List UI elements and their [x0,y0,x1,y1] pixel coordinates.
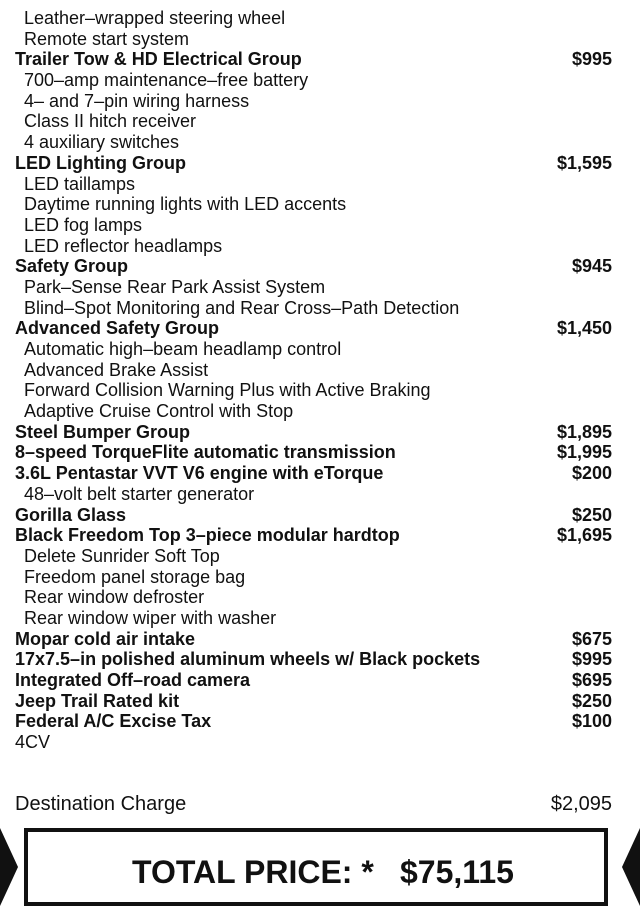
total-price-label: TOTAL PRICE: * [132,854,374,890]
option-name: 4CV [15,732,51,753]
option-name: Adaptive Cruise Control with Stop [24,401,294,422]
arrow-right-icon [0,828,18,906]
option-detail-row [0,8,640,29]
option-name: Leather–wrapped steering wheel [24,8,286,28]
option-detail-row [0,360,640,381]
option-detail-row [0,546,640,567]
total-price-box [24,828,608,906]
option-price: $1,695 [556,525,612,546]
option-group-row [0,318,640,339]
option-name: Remote start system [24,28,190,49]
option-name: 3.6L Pentastar VVT V6 engine with eTorque [15,463,384,484]
option-detail-row [0,111,640,132]
option-detail-row [0,70,640,91]
option-group-row [0,505,640,526]
option-price: $1,450 [556,318,612,339]
option-name: Federal A/C Excise Tax [15,711,212,732]
option-group-row [0,629,640,650]
option-price: $675 [571,628,612,649]
option-group-row [0,49,640,70]
option-price: $1,895 [556,421,612,442]
option-detail-row [0,608,640,629]
option-name: Mopar cold air intake [15,628,196,649]
option-price: $250 [571,504,612,525]
option-group-row [0,463,640,484]
option-detail-row [0,91,640,112]
option-name: Gorilla Glass [15,504,127,525]
option-group-row [0,442,640,463]
option-name: LED Lighting Group [15,152,186,173]
option-name: Jeep Trail Rated kit [15,690,180,711]
option-name: Class II hitch receiver [24,111,197,132]
destination-charge-label: Destination Charge [15,793,187,815]
option-price: $695 [571,670,612,690]
option-name: Freedom panel storage bag [24,566,246,587]
option-name: 8–speed TorqueFlite automatic transmission [15,442,396,463]
option-name: Safety Group [15,256,129,277]
option-price: $945 [571,256,612,277]
option-detail-row [0,401,640,422]
option-name: 4– and 7–pin wiring harness [24,90,250,111]
option-detail-row [0,277,640,298]
destination-charge-row [15,792,612,816]
option-name: Forward Collision Warning Plus with Active Braking [24,380,431,401]
option-detail-row [0,339,640,360]
option-price: $250 [571,690,612,711]
option-price: $995 [571,49,612,70]
option-list [0,8,640,753]
option-group-row [0,153,640,174]
arrow-left-icon [622,828,640,906]
option-group-row [0,422,640,443]
option-name: Rear window defroster [24,587,205,608]
option-name: Integrated Off–road camera [15,670,251,690]
option-detail-row [0,380,640,401]
option-detail-row [0,174,640,195]
option-group-row [0,525,640,546]
option-detail-row [0,567,640,588]
option-name: Automatic high–beam headlamp control [24,339,342,359]
option-group-row [0,691,640,712]
option-price: $100 [571,711,612,732]
option-name: LED fog lamps [24,214,143,235]
option-detail-row [0,236,640,257]
option-detail-row [0,587,640,608]
option-name: 17x7.5–in polished aluminum wheels w/ Black pockets [15,649,481,670]
option-detail-row [0,29,640,50]
option-detail-row [0,298,640,319]
option-name: Trailer Tow & HD Electrical Group [15,49,302,70]
total-price-value: $75,115 [400,854,514,890]
option-name: Advanced Brake Assist [24,359,209,380]
option-name: Delete Sunrider Soft Top [24,545,220,566]
option-price: $200 [571,463,612,484]
option-detail-row [0,484,640,505]
option-name: Park–Sense Rear Park Assist System [24,276,326,297]
option-price: $1,995 [556,442,612,463]
option-name: 48–volt belt starter generator [24,483,255,504]
option-name: Blind–Spot Monitoring and Rear Cross–Path Detection [24,297,460,318]
option-name: LED taillamps [24,173,136,194]
option-group-row [0,649,640,670]
option-price: $1,595 [556,152,612,173]
option-group-row [0,256,640,277]
option-price: $995 [571,649,612,670]
option-group-row [0,670,640,691]
option-name: 4 auxiliary switches [24,132,180,153]
option-name: Advanced Safety Group [15,318,220,339]
destination-charge-amount: $2,095 [550,793,612,815]
option-name: 700–amp maintenance–free battery [24,70,309,91]
option-name: Daytime running lights with LED accents [24,194,347,215]
option-name: LED reflector headlamps [24,235,223,256]
option-detail-row [0,132,640,153]
option-name: Steel Bumper Group [15,421,191,442]
option-group-row [0,711,640,732]
option-detail-row [0,732,640,753]
option-name: Black Freedom Top 3–piece modular hardtop [15,525,400,546]
option-detail-row [0,194,640,215]
option-detail-row [0,215,640,236]
option-name: Rear window wiper with washer [24,607,277,628]
